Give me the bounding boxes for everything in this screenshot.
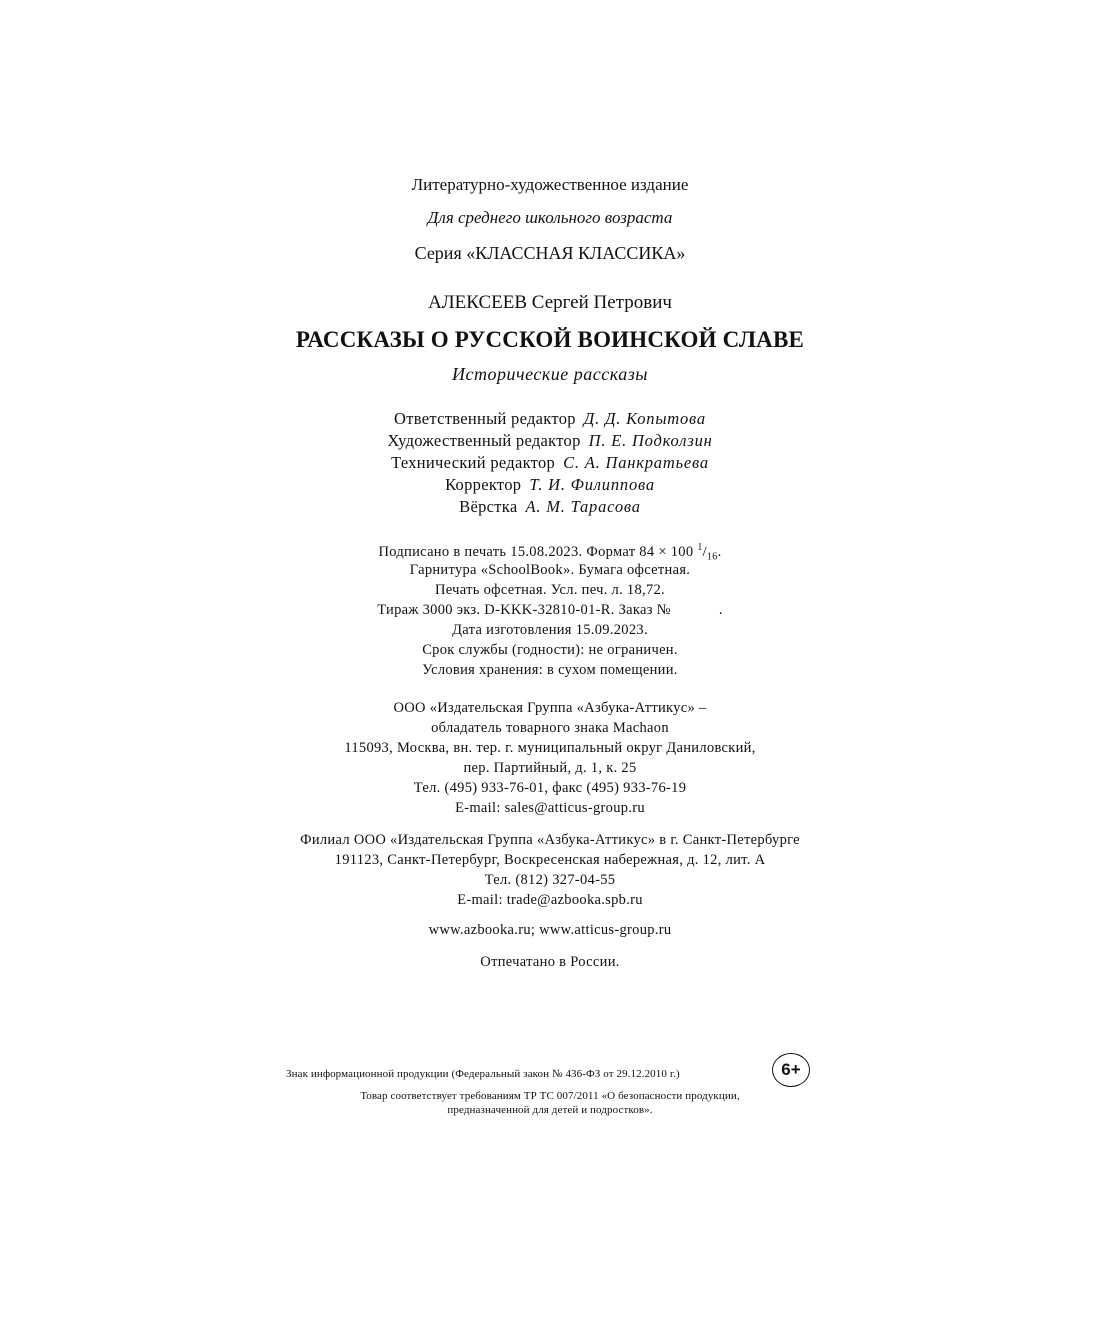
- credit-role: Ответственный редактор: [394, 409, 576, 428]
- compliance-line-1: Товар соответствует требованиям ТР ТС 007/2011 «О безопасности продукции,: [360, 1090, 740, 1102]
- branch-phone: Тел. (812) 327-04-55: [484, 872, 616, 888]
- credit-name: Т. И. Филиппова: [529, 475, 655, 494]
- credit-role: Технический редактор: [391, 453, 556, 472]
- edition-type: Литературно-художественное издание: [411, 175, 689, 194]
- font-paper-line: Гарнитура «SchoolBook». Бумага офсетная.: [409, 562, 691, 578]
- credit-name: П. Е. Подколзин: [588, 431, 713, 450]
- publisher-address-2: пер. Партийный, д. 1, к. 25: [463, 760, 637, 776]
- signed-suffix: .: [717, 543, 722, 560]
- branch-email: E-mail: trade@azbooka.spb.ru: [457, 892, 643, 908]
- credit-line: [0, 409, 1100, 429]
- credit-name: С. А. Панкратьева: [563, 453, 709, 472]
- print-line: Печать офсетная. Усл. печ. л. 18,72.: [435, 582, 665, 598]
- shelf-life: Срок службы (годности): не ограничен.: [422, 642, 678, 658]
- manufacture-date: Дата изготовления 15.09.2023.: [452, 622, 648, 638]
- format-fraction-numerator: 1: [697, 542, 703, 553]
- credit-name: А. М. Тарасова: [525, 497, 641, 516]
- book-title: РАССКАЗЫ О РУССКОЙ ВОИНСКОЙ СЛАВЕ: [295, 327, 805, 352]
- age-group: Для среднего школьного возраста: [427, 208, 673, 227]
- age-rating-badge: 6+: [772, 1053, 810, 1087]
- signed-format-line: [0, 542, 1100, 563]
- publisher-trademark: обладатель товарного знака Machaon: [431, 720, 669, 736]
- printed-in: Отпечатано в России.: [480, 954, 620, 970]
- credit-role: Вёрстка: [459, 497, 518, 516]
- credit-name: Д. Д. Копытова: [583, 409, 706, 428]
- storage-conditions: Условия хранения: в сухом помещении.: [422, 662, 678, 678]
- run-text: Тираж 3000 экз. D-KKK-32810-01-R. Заказ №: [377, 602, 671, 618]
- credit-role: Художественный редактор: [387, 431, 581, 450]
- credit-line: [0, 453, 1100, 473]
- credit-line: [0, 431, 1100, 451]
- run-suffix: .: [718, 602, 723, 618]
- author-name: АЛЕКСЕЕВ Сергей Петрович: [428, 292, 672, 313]
- format-fraction-denominator: 16: [706, 551, 718, 563]
- signed-text: Подписано в печать 15.08.2023. Формат 84 × 100: [378, 543, 694, 560]
- book-genre: Исторические рассказы: [452, 364, 648, 384]
- info-product-sign: Знак информационной продукции (Федеральный закон № 436-ФЗ от 29.12.2010 г.): [286, 1068, 680, 1080]
- publisher-name: ООО «Издательская Группа «Азбука-Аттикус» –: [393, 700, 707, 716]
- publisher-email: E-mail: sales@atticus-group.ru: [455, 800, 645, 816]
- websites: www.azbooka.ru; www.atticus-group.ru: [428, 922, 672, 938]
- branch-name: Филиал ООО «Издательская Группа «Азбука-Аттикус» в г. Санкт-Петербурге: [300, 832, 800, 848]
- run-order-line: [0, 602, 1100, 619]
- compliance-line-2: предназначенной для детей и подростков».: [447, 1104, 653, 1116]
- credit-role: Корректор: [445, 475, 522, 494]
- credit-line: [0, 475, 1100, 495]
- credit-line: [0, 497, 1100, 517]
- branch-address: 191123, Санкт-Петербург, Воскресенская набережная, д. 12, лит. А: [334, 852, 766, 868]
- publisher-phone: Тел. (495) 933-76-01, факс (495) 933-76-19: [413, 780, 687, 796]
- format-fraction-separator: /: [702, 543, 707, 560]
- publisher-address: 115093, Москва, вн. тер. г. муниципальный округ Даниловский,: [344, 740, 756, 756]
- series-name: Серия «КЛАССНАЯ КЛАССИКА»: [414, 243, 686, 263]
